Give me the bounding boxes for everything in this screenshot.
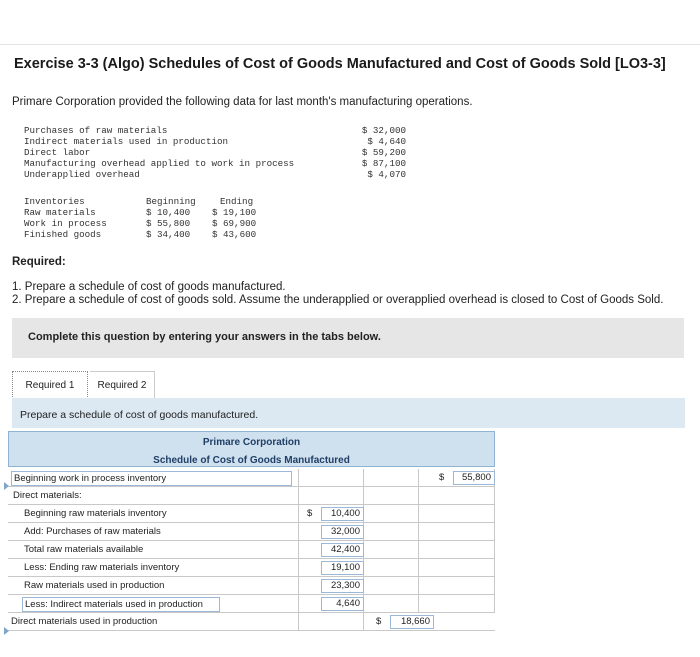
col-mid-cell: $ 18,660 <box>364 613 418 631</box>
schedule-row <box>8 523 495 541</box>
amount-input[interactable]: 42,400 <box>321 543 364 557</box>
instruction-banner <box>12 318 684 358</box>
schedule-row <box>8 613 495 631</box>
schedule-header <box>8 431 495 467</box>
row-label: Beginning raw materials inventory <box>24 508 167 519</box>
data-item: Purchases of raw materials <box>24 125 168 136</box>
col-a-cell <box>298 487 364 505</box>
data-items-block <box>24 125 294 180</box>
col-a-cell: $ 10,400 <box>298 505 364 523</box>
schedule-row <box>8 541 495 559</box>
schedule-row <box>8 595 495 613</box>
col-a-cell <box>298 523 364 541</box>
col-a-cell <box>298 469 364 487</box>
data-item: Underapplied overhead <box>24 169 140 180</box>
amount-input[interactable]: 55,800 <box>453 471 495 485</box>
intro-text: Primare Corporation provided the following data for last month's manufacturing operations. <box>12 96 473 108</box>
col-b-cell <box>418 505 495 523</box>
row-label-field[interactable]: Less: Indirect materials used in production <box>22 597 220 612</box>
data-value: $ 4,070 <box>367 169 406 180</box>
amount-input[interactable]: 19,100 <box>321 561 364 575</box>
row-label: Add: Purchases of raw materials <box>24 526 161 537</box>
amount-input[interactable]: 10,400 <box>321 507 364 521</box>
required-heading: Required: <box>12 256 66 268</box>
row-label: Raw materials used in production <box>24 580 165 591</box>
col-b-cell <box>418 559 495 577</box>
required-item: 1. Prepare a schedule of cost of goods manufactured. <box>12 281 286 293</box>
schedule-row <box>8 505 495 523</box>
required-item: 2. Prepare a schedule of cost of goods sold. Assume the underapplied or overapplied overhead is closed to Cost of Goods Sold. <box>12 294 664 306</box>
schedule-title: Schedule of Cost of Goods Manufactured <box>153 455 350 466</box>
col-b-cell <box>418 541 495 559</box>
col-b-cell <box>418 577 495 595</box>
data-value: $ 4,640 <box>367 136 406 147</box>
data-value: $ 32,000 <box>361 125 406 136</box>
amount-input[interactable]: 32,000 <box>321 525 364 539</box>
col-a-cell <box>298 559 364 577</box>
data-item: Indirect materials used in production <box>24 136 228 147</box>
col-a-cell <box>298 613 364 631</box>
top-divider <box>0 44 700 45</box>
row-label: Total raw materials available <box>24 544 144 555</box>
col-b-cell <box>418 487 495 505</box>
row-label: Less: Ending raw materials inventory <box>24 562 180 573</box>
schedule-row <box>8 577 495 595</box>
row-label: Direct materials used in production <box>11 616 158 627</box>
tab-required-2[interactable]: Required 2 <box>90 371 155 399</box>
required-list <box>12 281 663 307</box>
tab-required-1[interactable]: Required 1 <box>12 371 88 399</box>
col-a-cell <box>298 595 364 613</box>
data-values-block <box>350 125 406 180</box>
instruction-text: Complete this question by entering your answers in the tabs below. <box>28 331 381 343</box>
schedule-row <box>8 487 495 505</box>
col-b-cell <box>418 595 495 613</box>
col-b-cell <box>418 523 495 541</box>
row-label-field[interactable]: Beginning work in process inventory <box>11 471 292 486</box>
row-marker-icon <box>4 627 9 635</box>
amount-input[interactable]: 18,660 <box>390 615 434 629</box>
prompt-bar <box>12 398 685 428</box>
prompt-text: Prepare a schedule of cost of goods manufactured. <box>20 409 259 421</box>
data-value: $ 59,200 <box>361 147 406 158</box>
schedule-row <box>8 559 495 577</box>
col-b-cell: $ 55,800 <box>418 469 495 487</box>
amount-input[interactable]: 4,640 <box>321 597 364 611</box>
row-marker-icon <box>4 482 9 490</box>
schedule-row <box>8 469 495 487</box>
schedule-company: Primare Corporation <box>202 437 301 448</box>
page-title: Exercise 3-3 (Algo) Schedules of Cost of Goods Manufactured and Cost of Goods Sold [LO3-3] <box>14 56 666 72</box>
amount-input[interactable]: 23,300 <box>321 579 364 593</box>
col-a-cell <box>298 577 364 595</box>
data-item: Manufacturing overhead applied to work in process <box>24 158 295 169</box>
cogm-schedule <box>8 431 495 631</box>
data-item: Direct labor <box>24 147 91 158</box>
col-a-cell <box>298 541 364 559</box>
data-value: $ 87,100 <box>361 158 406 169</box>
row-label: Direct materials: <box>13 490 82 501</box>
